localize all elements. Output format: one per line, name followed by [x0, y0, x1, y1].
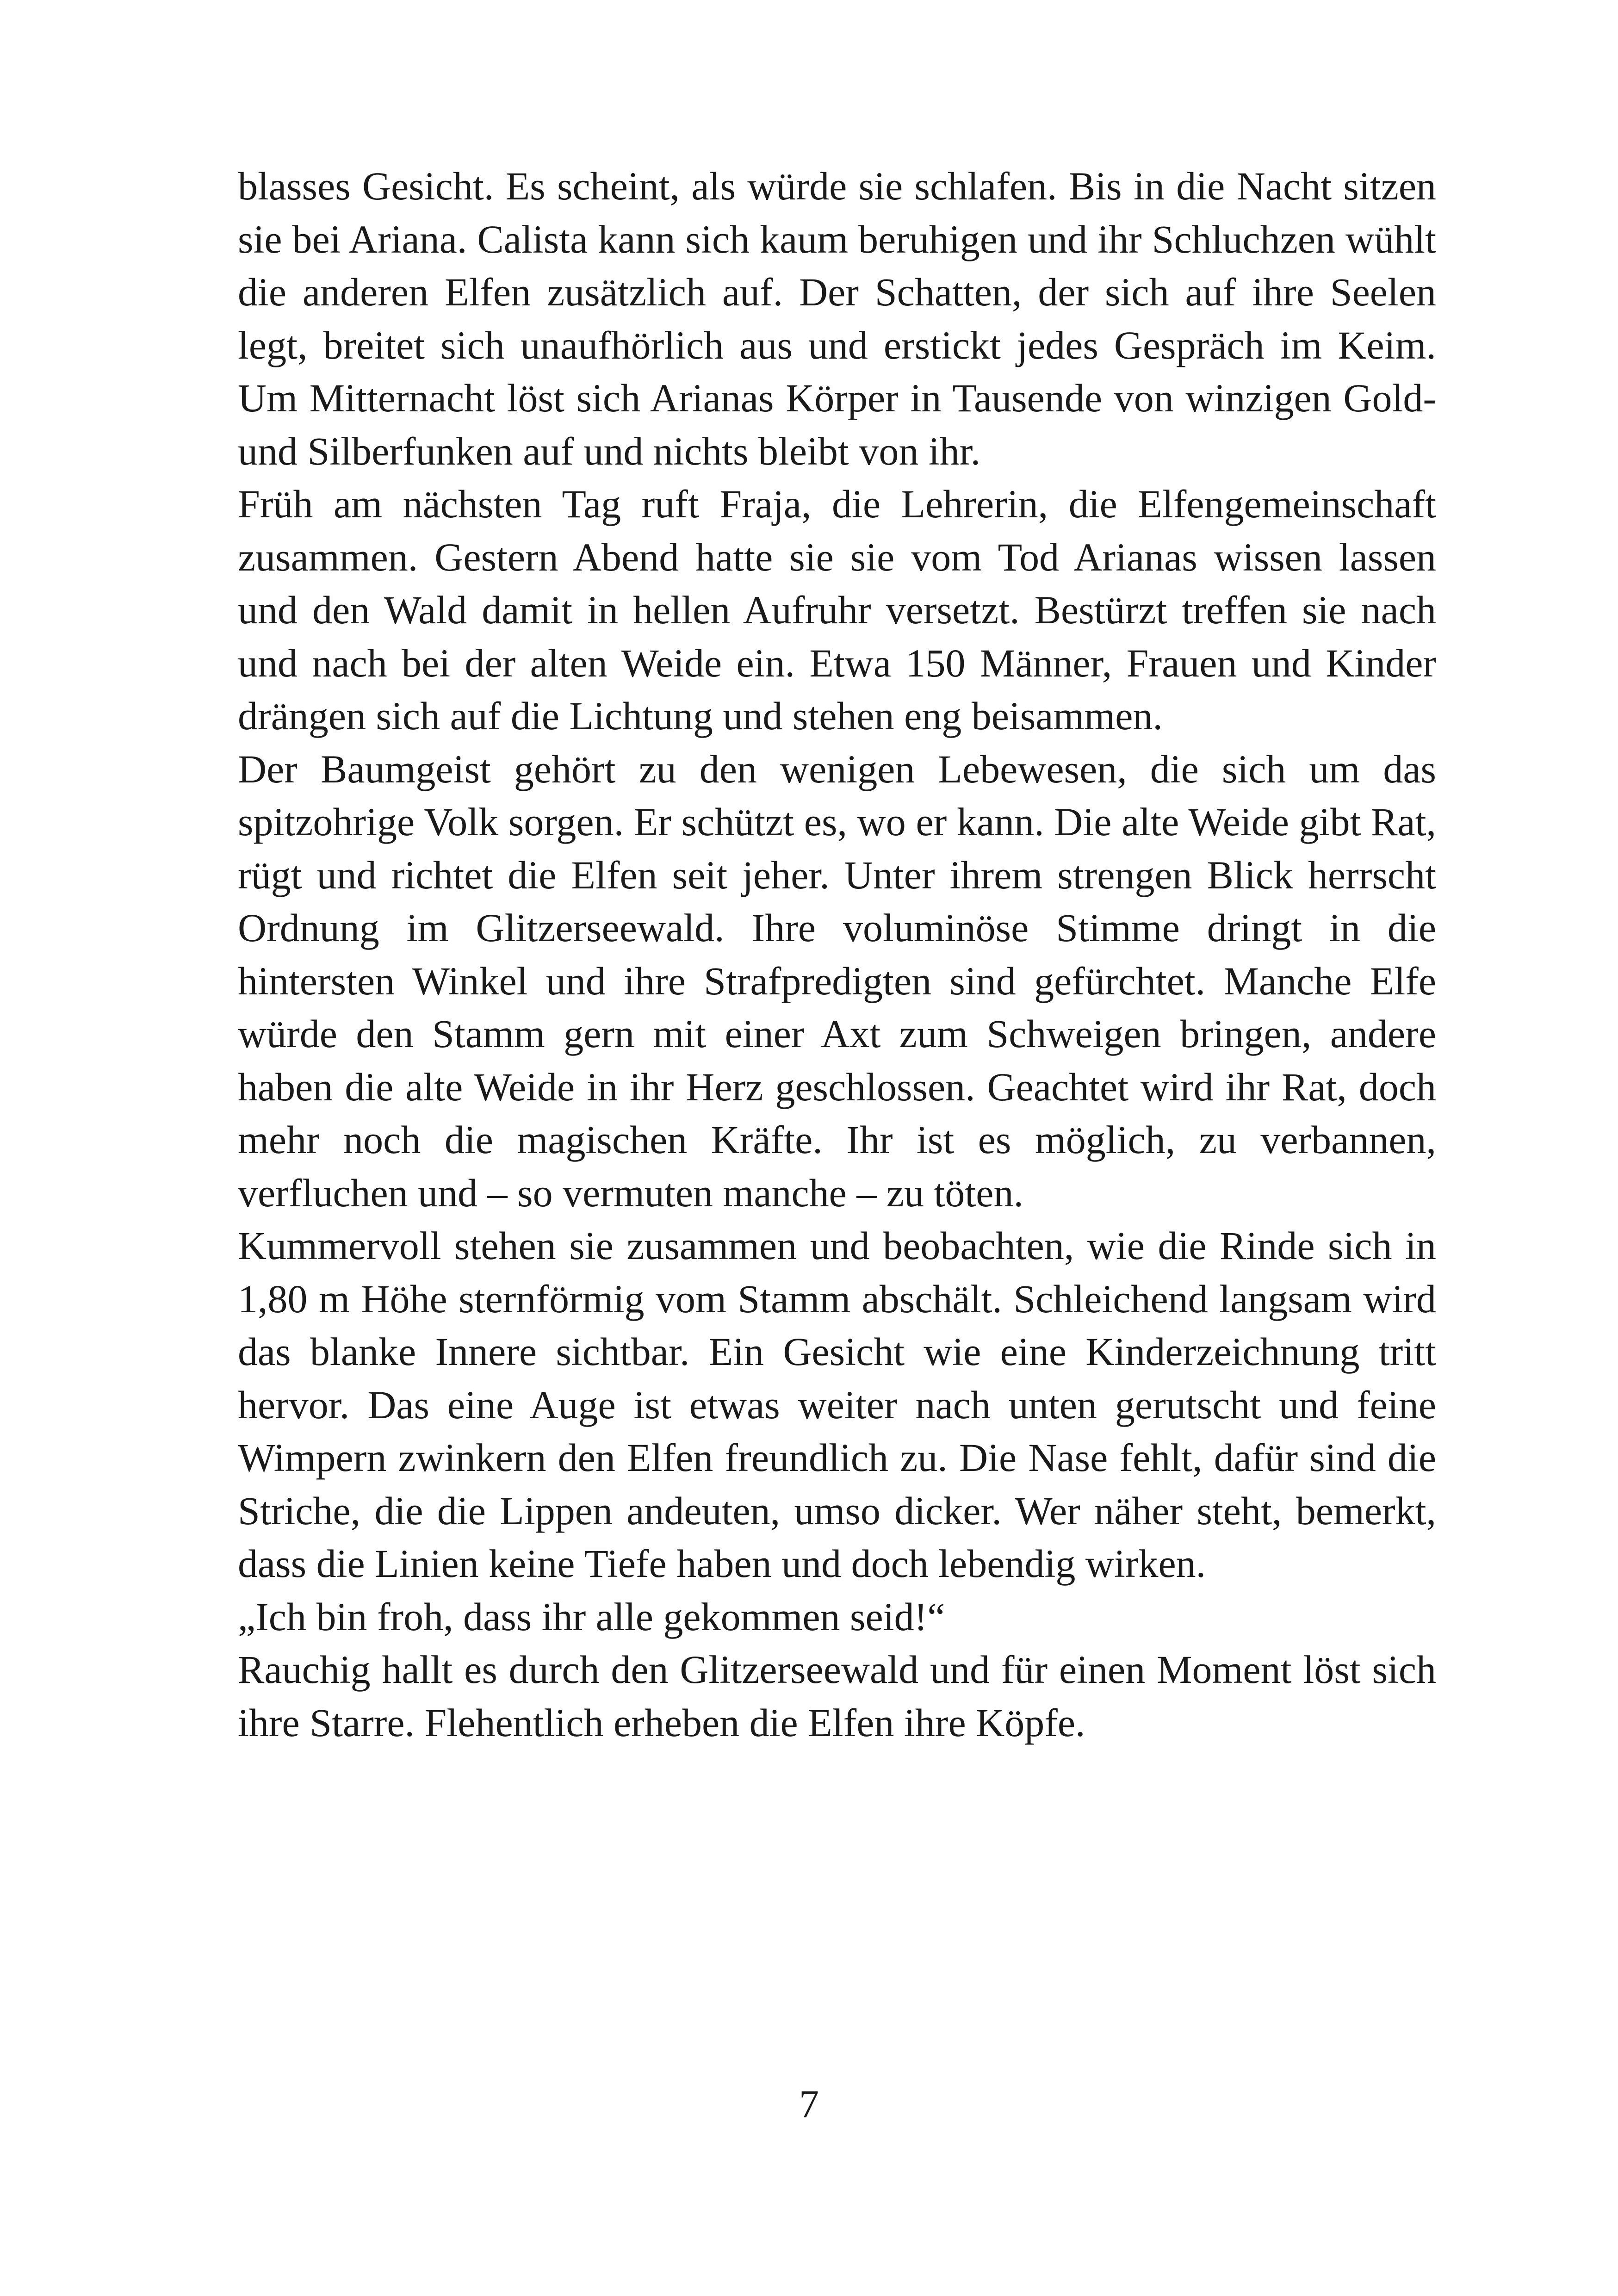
paragraph-4: Kummervoll stehen sie zusammen und beobachten, wie die Rinde sich in 1,80 m Höhe sternförmig vom Stamm abschält. Schleichend langsam wird das blanke Innere sichtbar. Ein Gesicht wie eine Kinderzeichnung tritt hervor. Das eine Auge ist etwas weiter nach unten gerutscht und feine Wimpern zwinkern den Elfen freundlich zu. Die Nase fehlt, dafür sind die Striche, die die Lippen andeuten, umso dicker. Wer näher steht, bemerkt, dass die Linien keine Tiefe haben und doch lebendig wirken. [238, 1223, 1436, 1586]
paragraph-1: blasses Gesicht. Es scheint, als würde sie schlafen. Bis in die Nacht sitzen sie bei Ariana. Calista kann sich kaum beruhigen und ihr Schluchzen wühlt die anderen Elfen zusätzlich auf. Der Schatten, der sich auf ihre Seelen legt, breitet sich unaufhörlich aus und erstickt jedes Gespräch im Keim. Um Mitternacht löst sich Arianas Körper in Tausende von winzigen Gold- und Silberfunken auf und nichts bleibt von ihr. [238, 164, 1436, 473]
paragraph-3: Der Baumgeist gehört zu den wenigen Lebewesen, die sich um das spitzohrige Volk sorgen. Er schützt es, wo er kann. Die alte Weide gibt Rat, rügt und richtet die Elfen seit jeher. Unter ihrem strengen Blick herrscht Ordnung im Glitzerseewald. Ihre voluminöse Stimme dringt in die hintersten Winkel und ihre Strafpredigten sind gefürchtet. Manche Elfe würde den Stamm gern mit einer Axt zum Schweigen bringen, andere haben die alte Weide in ihr Herz geschlossen. Geachtet wird ihr Rat, doch mehr noch die magischen Kräfte. Ihr ist es möglich, zu verbannen, verfluchen und – so vermuten manche – zu töten. [238, 746, 1436, 1215]
page-number: 7 [799, 2082, 819, 2126]
body-text [238, 160, 1436, 1749]
paragraph-6: Rauchig hallt es durch den Glitzerseewald und für einen Moment löst sich ihre Starre. Flehentlich erheben die Elfen ihre Köpfe. [238, 1647, 1436, 1745]
paragraph-5: „Ich bin froh, dass ihr alle gekommen seid!“ [238, 1594, 945, 1639]
paragraph-2: Früh am nächsten Tag ruft Fraja, die Lehrerin, die Elfengemeinschaft zusammen. Gestern Abend hatte sie sie vom Tod Arianas wissen lassen und den Wald damit in hellen Aufruhr versetzt. Bestürzt treffen sie nach und nach bei der alten Weide ein. Etwa 150 Männer, Frauen und Kinder drängen sich auf die Lichtung und stehen eng beisammen. [238, 482, 1436, 738]
